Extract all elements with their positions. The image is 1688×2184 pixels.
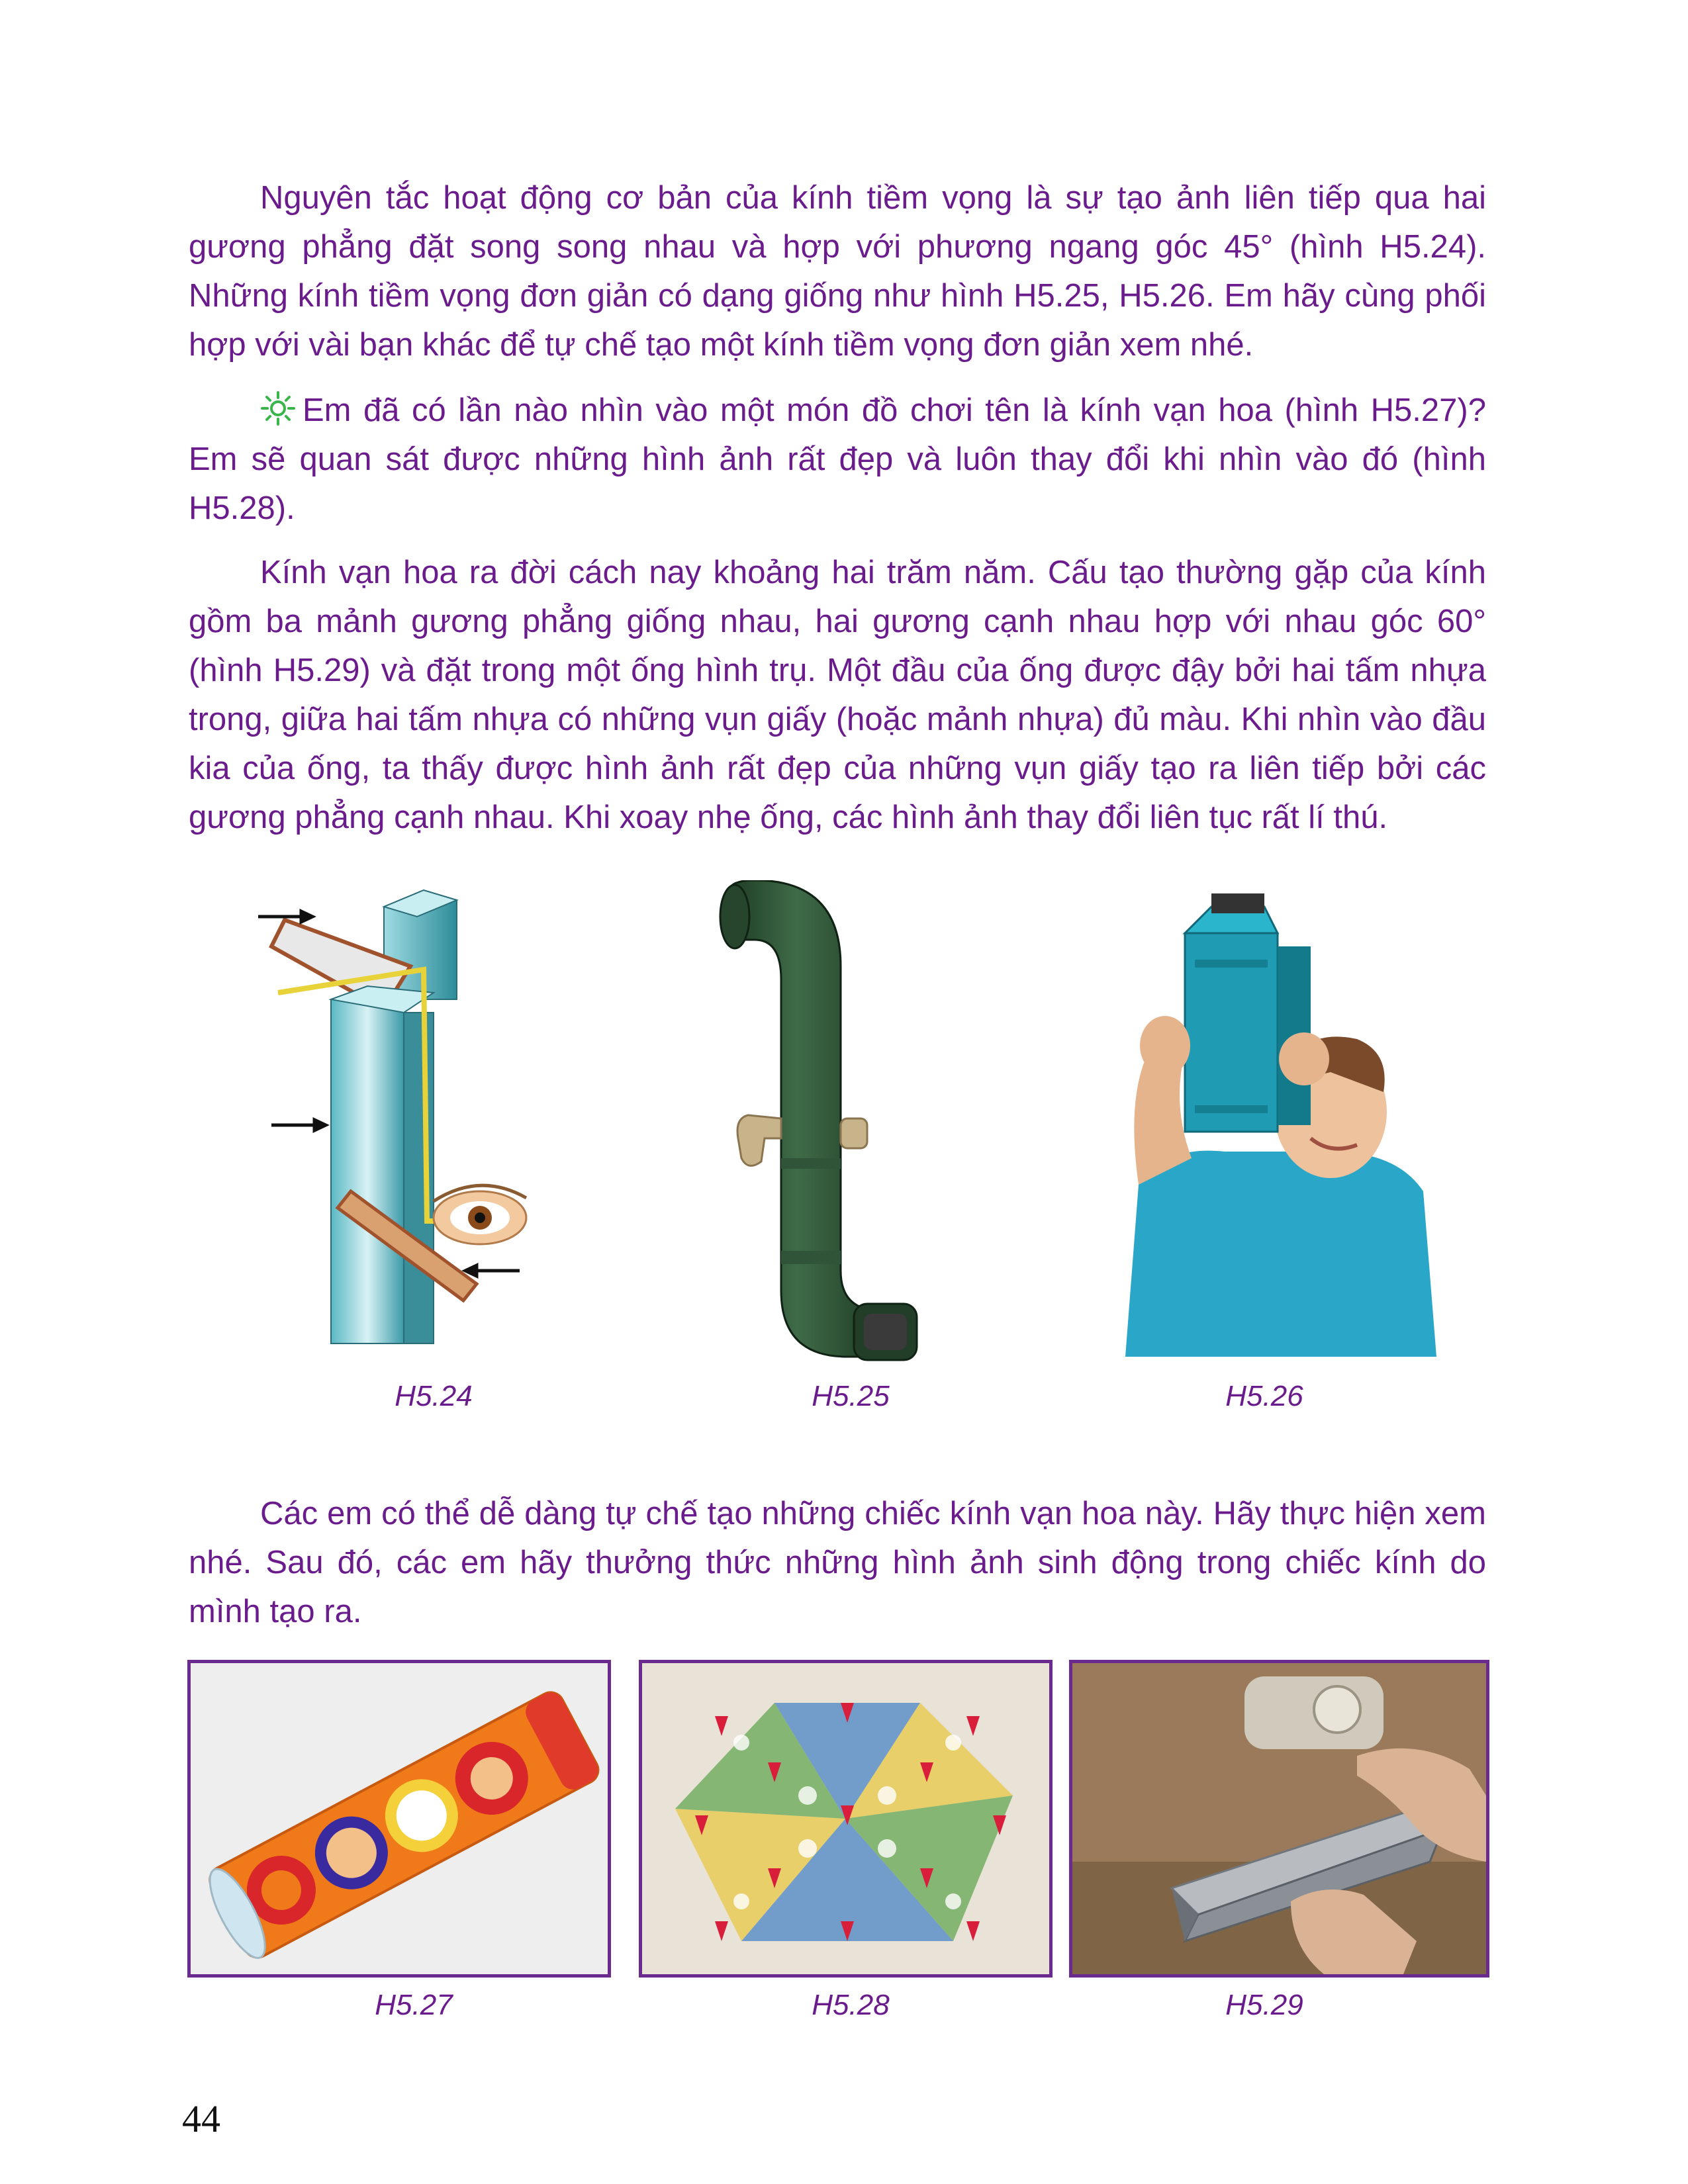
photo-h5-27-kaleidoscope-toy <box>187 1660 611 1978</box>
caption-h5-29: H5.29 <box>1225 1989 1303 2021</box>
page-number: 44 <box>182 2097 220 2140</box>
figure-h5-25-pipe-periscope <box>715 880 947 1363</box>
paragraph-periscope-principle: Nguyên tắc hoạt động cơ bản của kính tiềm vọng là sự tạo ảnh liên tiếp qua hai gương phẳng đặt song song nhau và hợp với phương ngang góc 45° (hình H5.24). Những kính tiềm vọng đơn giản có dạng giống như hình H5.25, H5.26. Em hãy cùng phối hợp với vài bạn khác để tự chế tạo một kính tiềm vọng đơn giản xem nhé. <box>189 180 1486 363</box>
caption-h5-24: H5.24 <box>395 1380 473 1412</box>
paragraph-make-kaleidoscope: Các em có thể dễ dàng tự chế tạo những chiếc kính vạn hoa này. Hãy thực hiện xem nhé. Sau đó, các em hãy thưởng thức những hình ảnh sinh động trong chiếc kính do mình tạo ra. <box>189 1496 1486 1629</box>
sun-icon <box>260 390 296 426</box>
figure-h5-26-boy-with-periscope <box>1112 893 1443 1357</box>
caption-h5-27: H5.27 <box>375 1989 453 2021</box>
caption-h5-26: H5.26 <box>1225 1380 1303 1412</box>
caption-h5-25: H5.25 <box>812 1380 890 1412</box>
caption-h5-28: H5.28 <box>812 1989 890 2021</box>
paragraph-kaleidoscope-question-text: Em đã có lần nào nhìn vào một món đồ chơi tên là kính vạn hoa (hình H5.27)? Em sẽ quan sát được những hình ảnh rất đẹp và luôn thay đổi khi nhìn vào đó (hình H5.28). <box>189 392 1486 526</box>
paragraph-kaleidoscope-question <box>189 386 1486 533</box>
photo-h5-29-three-mirrors <box>1069 1660 1489 1978</box>
figure-h5-24-periscope-diagram <box>258 887 556 1377</box>
photo-h5-28-kaleidoscope-pattern <box>639 1660 1053 1978</box>
paragraph-kaleidoscope-structure: Kính vạn hoa ra đời cách nay khoảng hai trăm năm. Cấu tạo thường gặp của kính gồm ba mảnh gương phẳng giống nhau, hai gương cạnh nhau hợp với nhau góc 60° (hình H5.29) và đặt trong một ống hình trụ. Một đầu của ống được đậy bởi hai tấm nhựa trong, giữa hai tấm nhựa có những vụn giấy (hoặc mảnh nhựa) đủ màu. Khi nhìn vào đầu kia của ống, ta thấy được hình ảnh rất đẹp của những vụn giấy tạo ra liên tiếp bởi các gương phẳng cạnh nhau. Khi xoay nhẹ ống, các hình ảnh thay đổi liên tục rất lí thú. <box>189 555 1486 835</box>
